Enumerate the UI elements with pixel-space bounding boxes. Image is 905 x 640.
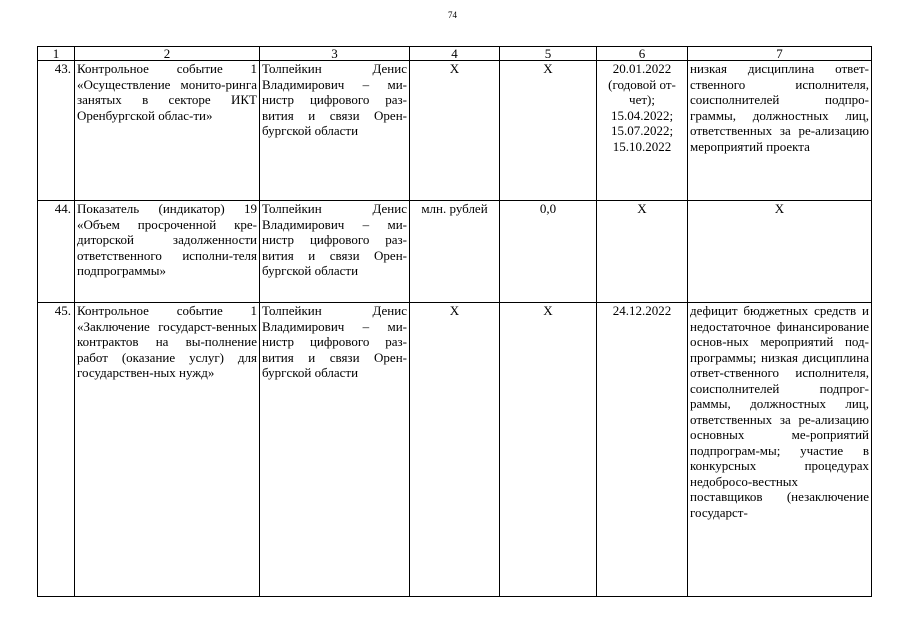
row-risks: X xyxy=(688,201,872,303)
row-name: Контрольное событие 1 «Заключение государст-венных контрактов на вы-полнение работ (оказание услуг) для государствен-ных нужд» xyxy=(75,303,260,597)
row-value: X xyxy=(500,303,597,597)
row-responsible: Толпейкин Денис Владимирович – ми-нистр цифрового раз-вития и связи Орен-бургской области xyxy=(260,201,410,303)
row-risks: дефицит бюджетных средств и недостаточное финансирование основ-ных мероприятий под-программы; низкая дисциплина ответ-ственного исполнителя, соисполнителей подпрог-раммы, должностных лиц, ответственных за ре-ализацию основных ме-роприятий подпрограм-мы; участие в конкурсных процедурах недобросо-вестных поставщиков (незаключение государст- xyxy=(688,303,872,597)
row-name: Показатель (индикатор) 19 «Объем просроченной кре-диторской задолженности ответственного исполни-теля подпрограммы» xyxy=(75,201,260,303)
col-header: 7 xyxy=(688,47,872,61)
row-unit: млн. рублей xyxy=(410,201,500,303)
row-name: Контрольное событие 1 «Осуществление монито-ринга занятых в секторе ИКТ Оренбургской облас-ти» xyxy=(75,61,260,201)
row-responsible: Толпейкин Денис Владимирович – ми-нистр цифрового раз-вития и связи Орен-бургской области xyxy=(260,61,410,201)
header-row xyxy=(38,47,872,61)
row-number: 44. xyxy=(38,201,75,303)
row-value: 0,0 xyxy=(500,201,597,303)
table-row xyxy=(38,61,872,201)
col-header: 5 xyxy=(500,47,597,61)
col-header: 1 xyxy=(38,47,75,61)
row-number: 45. xyxy=(38,303,75,597)
row-value: X xyxy=(500,61,597,201)
row-dates: 24.12.2022 xyxy=(597,303,688,597)
col-header: 4 xyxy=(410,47,500,61)
table-row xyxy=(38,201,872,303)
row-dates: 20.01.2022 (годовой от-чет); 15.04.2022; 15.07.2022; 15.10.2022 xyxy=(597,61,688,201)
row-unit: X xyxy=(410,61,500,201)
row-number: 43. xyxy=(38,61,75,201)
row-responsible: Толпейкин Денис Владимирович – ми-нистр цифрового раз-вития и связи Орен-бургской области xyxy=(260,303,410,597)
row-unit: X xyxy=(410,303,500,597)
col-header: 6 xyxy=(597,47,688,61)
program-table xyxy=(37,46,872,597)
col-header: 3 xyxy=(260,47,410,61)
row-dates: X xyxy=(597,201,688,303)
page-number: 74 xyxy=(448,10,457,20)
col-header: 2 xyxy=(75,47,260,61)
row-risks: низкая дисциплина ответ-ственного исполнителя, соисполнителей подпро-граммы, должностных лиц, ответственных за ре-ализацию мероприятий проекта xyxy=(688,61,872,201)
table-row xyxy=(38,303,872,597)
